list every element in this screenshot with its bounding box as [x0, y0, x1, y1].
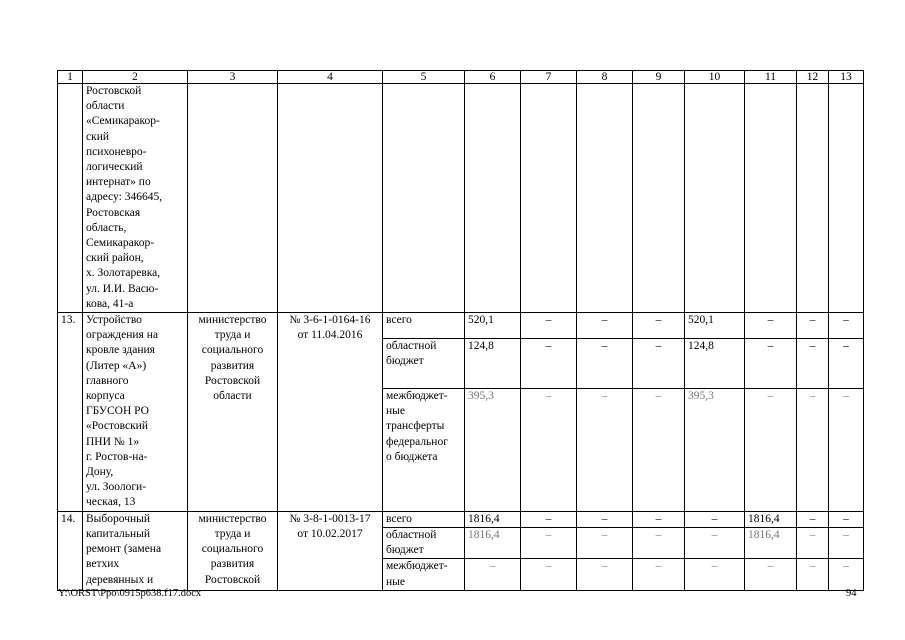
text-line: труда и [214, 527, 251, 540]
amount-cell: – [577, 527, 633, 558]
amount-cell: – [829, 338, 864, 388]
amount-cell: – [829, 527, 864, 558]
text-line: труда и [214, 329, 251, 342]
text-line: областной [386, 339, 437, 352]
amount-cell: – [633, 338, 685, 388]
amount-cell: – [633, 313, 685, 339]
amount-cell: – [797, 313, 829, 339]
amount-cell: – [521, 527, 577, 558]
document-reference [278, 511, 383, 590]
amount-cell: – [577, 338, 633, 388]
text-line: ул. И.И. Васю- [86, 282, 159, 295]
amount-cell: – [829, 388, 864, 511]
text-line: интернат» по [86, 176, 151, 189]
file-path: Y:\ORST\Ppo\0915p638.f17.docx [58, 588, 202, 599]
text-line: № 3-6-1-0164-16 [289, 314, 371, 327]
text-line: «Семикаракор- [86, 115, 160, 128]
amount-cell: – [745, 313, 797, 339]
text-line: Дону, [86, 466, 114, 479]
text-line: развития [210, 359, 255, 372]
page-number: 94 [846, 588, 857, 599]
amount-cell: 1816,4 [465, 527, 521, 558]
text-line: областной [386, 528, 437, 541]
text-line: капитальный [86, 527, 151, 540]
text-line: межбюджет- [386, 389, 448, 402]
amount-cell: – [577, 388, 633, 511]
amount-cell: – [797, 559, 829, 590]
amount-cell: 520,1 [685, 313, 745, 339]
amount-cell: – [685, 527, 745, 558]
text-line: (Литер «А») [86, 359, 147, 372]
amount-cell: 395,3 [465, 388, 521, 511]
text-line: деревянных и [86, 573, 154, 586]
text-line: кова, 41-а [86, 297, 134, 310]
text-line: министерство [198, 314, 267, 327]
text-line: кровле здания [86, 344, 155, 357]
amount-cell: – [577, 511, 633, 527]
amount-cell: – [829, 559, 864, 590]
document-reference [278, 313, 383, 512]
funding-source [383, 388, 465, 511]
amount-cell: – [745, 388, 797, 511]
column-number: 5 [383, 71, 465, 84]
text-line: развития [210, 558, 255, 571]
responsible-body [188, 313, 278, 512]
text-line: ные [386, 575, 405, 588]
budget-table [57, 70, 864, 591]
text-line: социального [201, 344, 264, 357]
amount-cell: – [745, 559, 797, 590]
amount-cell: – [521, 313, 577, 339]
table-row [58, 313, 864, 339]
text-line: «Ростовский [86, 420, 148, 433]
column-number-row [58, 71, 864, 84]
text-line: № 3-8-1-0013-17 [289, 512, 371, 525]
amount-cell: – [465, 559, 521, 590]
amount-cell: – [685, 511, 745, 527]
text-line: корпуса [86, 390, 125, 403]
funding-source [383, 338, 465, 388]
text-line: Семикаракор- [86, 237, 155, 250]
text-line: психоневро- [86, 145, 147, 158]
text-line: области [86, 100, 125, 113]
table-row [58, 511, 864, 527]
text-line: ский район, [86, 252, 144, 265]
amount-cell: 124,8 [685, 338, 745, 388]
object-description [83, 313, 188, 512]
table-row-14 [58, 511, 864, 590]
text-line: х. Золотаревка, [86, 267, 161, 280]
funding-source [383, 559, 465, 590]
column-number: 8 [577, 71, 633, 84]
text-line: Устройство [86, 314, 142, 327]
text-line: бюджет [386, 355, 424, 368]
column-number: 6 [465, 71, 521, 84]
amount-cell: – [521, 559, 577, 590]
amount-cell: – [797, 388, 829, 511]
row-number: 14. [58, 511, 83, 590]
text-line: Ростовская [86, 206, 141, 219]
text-line: главного [86, 374, 129, 387]
column-number: 3 [188, 71, 278, 84]
text-line: бюджет [386, 544, 424, 557]
amount-cell: – [577, 313, 633, 339]
text-line: трансферты [386, 420, 445, 433]
text-line: от 11.04.2016 [297, 329, 363, 342]
column-number: 11 [745, 71, 797, 84]
amount-cell: – [633, 527, 685, 558]
text-line: о бюджета [386, 450, 438, 463]
text-line: от 10.02.2017 [297, 527, 363, 540]
text-line: г. Ростов-на- [86, 450, 148, 463]
amount-cell: – [521, 511, 577, 527]
amount-cell: – [685, 559, 745, 590]
amount-cell: – [633, 511, 685, 527]
text-line: ПНИ № 1» [86, 435, 140, 448]
text-line: федеральног [386, 435, 448, 448]
text-line: Ростовской [204, 374, 261, 387]
table-row-13 [58, 313, 864, 512]
amount-cell: – [829, 511, 864, 527]
amount-cell: – [829, 313, 864, 339]
text-line: ул. Зоологи- [86, 481, 147, 494]
amount-cell: 124,8 [465, 338, 521, 388]
text-line: межбюджет- [386, 560, 448, 573]
text-line: логический [86, 161, 143, 174]
amount-cell: – [521, 338, 577, 388]
amount-cell: – [745, 338, 797, 388]
text-line: ветхих [86, 558, 120, 571]
row-number: 13. [58, 313, 83, 512]
text-line: адресу: 346645, [86, 191, 163, 204]
amount-cell: – [577, 559, 633, 590]
amount-cell: 1816,4 [745, 527, 797, 558]
column-number: 2 [83, 71, 188, 84]
amount-cell: – [633, 559, 685, 590]
amount-cell: – [521, 388, 577, 511]
text-line: всего [386, 512, 412, 525]
text-line: ные [386, 405, 405, 418]
amount-cell: 1816,4 [745, 511, 797, 527]
funding-source [383, 313, 465, 339]
funding-source [383, 527, 465, 558]
amount-cell: 395,3 [685, 388, 745, 511]
table-row [58, 84, 864, 313]
amount-cell: – [797, 527, 829, 558]
text-line: Ростовской [204, 573, 261, 586]
object-description [83, 84, 188, 313]
column-number: 13 [829, 71, 864, 84]
amount-cell: 1816,4 [465, 511, 521, 527]
column-number: 7 [521, 71, 577, 84]
column-number: 9 [633, 71, 685, 84]
text-line: область, [86, 221, 127, 234]
column-number: 4 [278, 71, 383, 84]
text-line: Ростовской [86, 85, 142, 97]
responsible-body [188, 511, 278, 590]
object-description [83, 511, 188, 590]
column-number: 12 [797, 71, 829, 84]
text-line: ГБУСОН РО [86, 405, 149, 418]
text-line: всего [386, 314, 412, 327]
text-line: ский [86, 130, 109, 143]
amount-cell: – [633, 388, 685, 511]
column-number: 10 [685, 71, 745, 84]
column-number: 1 [58, 71, 83, 84]
funding-source [383, 511, 465, 527]
text-line: министерство [198, 512, 267, 525]
text-line: ремонт (замена [86, 543, 162, 556]
amount-cell: 520,1 [465, 313, 521, 339]
text-line: ограждения на [86, 329, 158, 342]
text-line: области [213, 390, 252, 403]
text-line: Выборочный [86, 512, 151, 525]
amount-cell: – [797, 338, 829, 388]
text-line: ческая, 13 [86, 496, 136, 509]
text-line: социального [201, 543, 264, 556]
amount-cell: – [797, 511, 829, 527]
